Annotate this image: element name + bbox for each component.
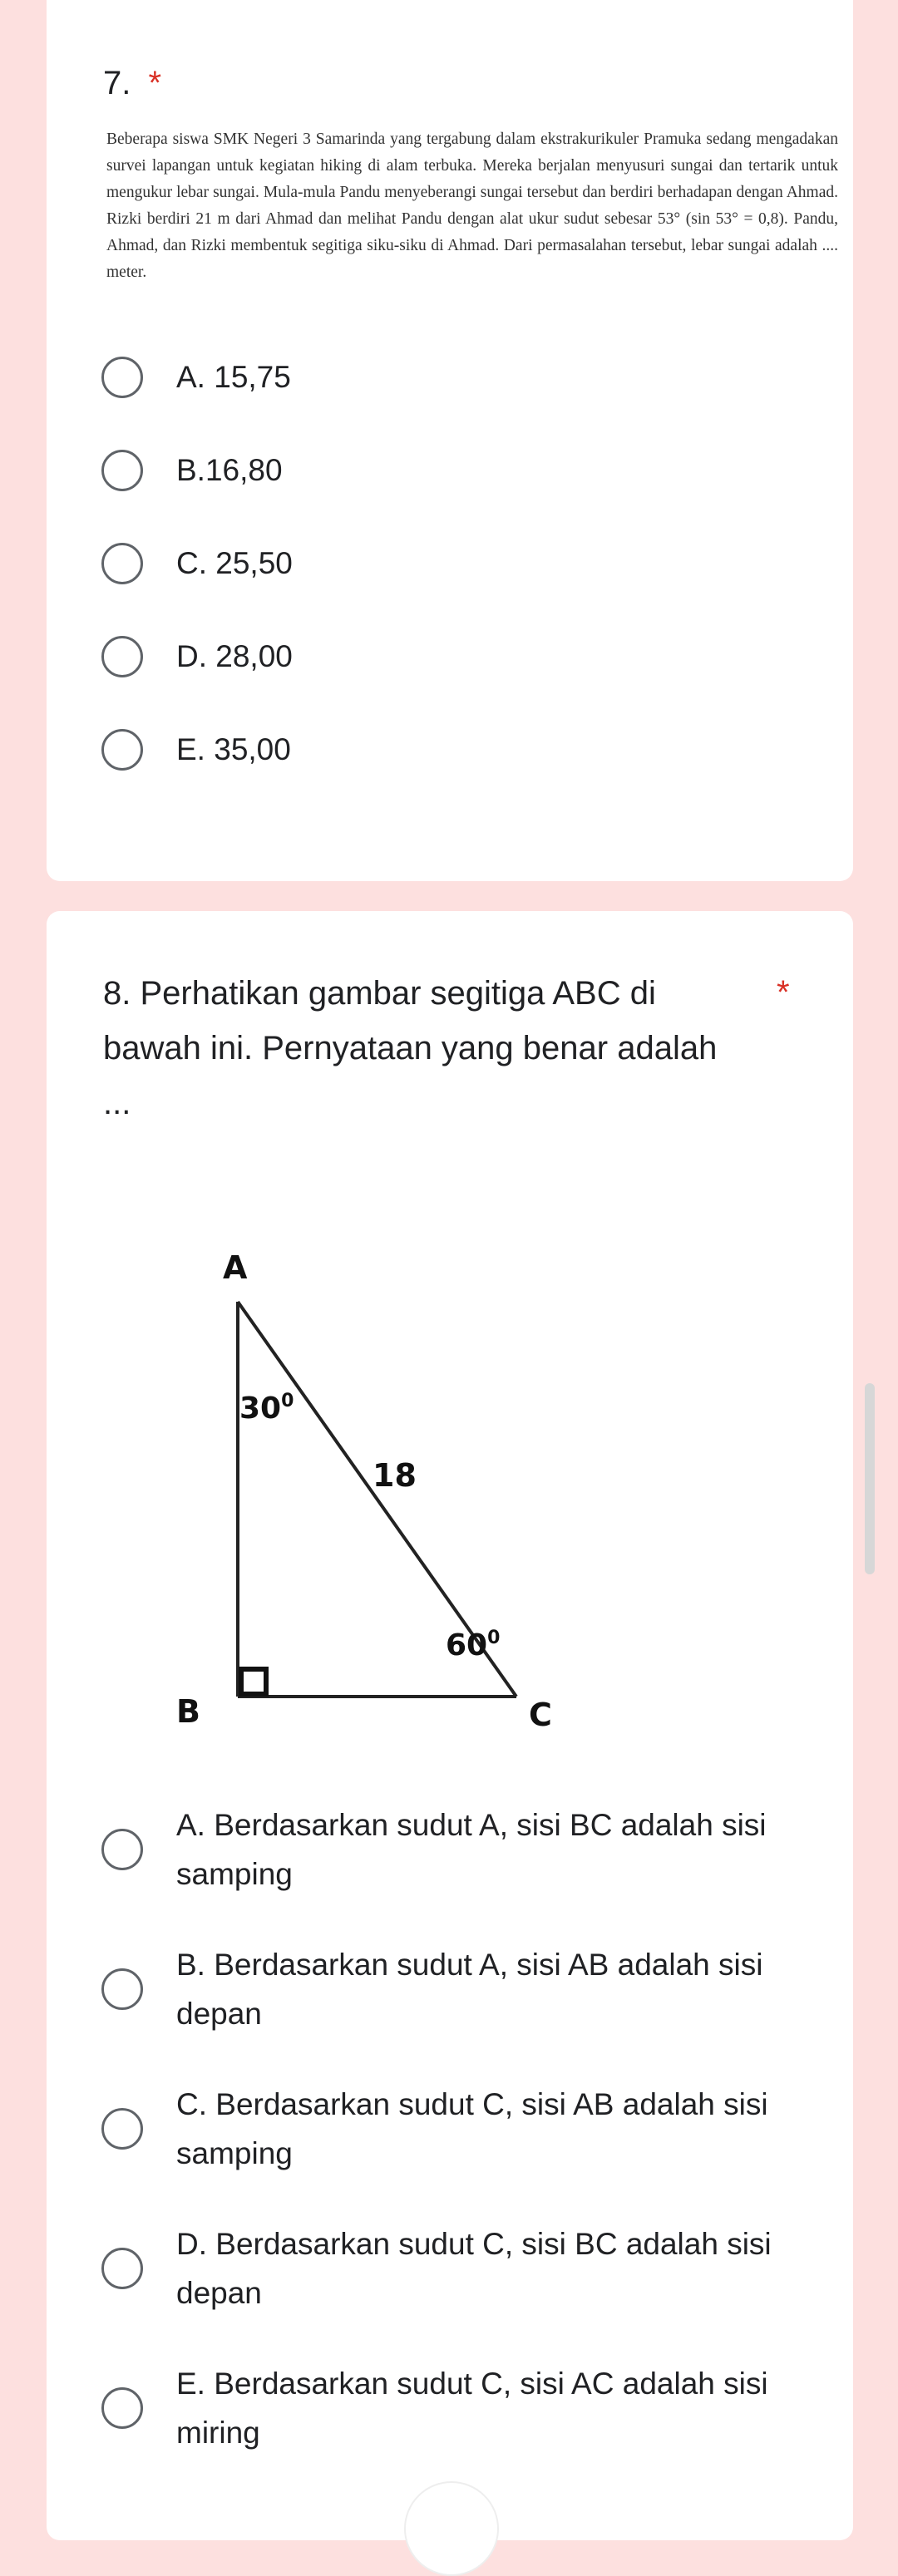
- question-7-title: [103, 57, 161, 110]
- option-8-d[interactable]: [101, 2219, 808, 2317]
- required-asterisk: *: [148, 65, 162, 101]
- radio-button[interactable]: [101, 636, 143, 677]
- angle-a-label: $30^0$: [239, 1391, 294, 1426]
- scrollbar-thumb[interactable]: [865, 1383, 875, 1574]
- option-8-b[interactable]: [101, 1940, 808, 2038]
- vertex-a-label: A: [223, 1249, 248, 1286]
- option-label: B. Berdasarkan sudut A, sisi AB adalah sisi depan: [176, 1948, 763, 2031]
- option-8-c[interactable]: [101, 2080, 808, 2178]
- radio-button[interactable]: [101, 1829, 143, 1870]
- option-7-b[interactable]: [101, 447, 283, 494]
- radio-button[interactable]: [101, 357, 143, 398]
- angle-c-label: $60^0$: [446, 1628, 501, 1662]
- hypotenuse-length-label: 18: [373, 1457, 417, 1494]
- question-8-card: [47, 911, 853, 2540]
- question-7-passage: Beberapa siswa SMK Negeri 3 Samarinda yang tergabung dalam ekstrakurikuler Pramuka sedang mengadakan survei lapangan untuk kegiatan hiking di alam terbuka. Mereka berjalan menyusuri sungai dan tertarik untuk mengukur lebar sungai. Mula-mula Pandu menyeberangi sungai tersebut dan berdiri berhadapan dengan Ahmad. Rizki berdiri 21 m dari Ahmad dan melihat Pandu dengan alat ukur sudut sebesar 53° (sin 53° = 0,8). Pandu, Ahmad, dan Rizki membentuk segitiga siku-siku di Ahmad. Dari permasalahan tersebut, lebar sungai adalah .... meter.: [106, 131, 838, 281]
- option-7-c[interactable]: [101, 540, 293, 587]
- question-7-card: [47, 0, 853, 881]
- option-7-d[interactable]: [101, 633, 293, 680]
- question-number: 7.: [103, 65, 131, 101]
- option-label: D. Berdasarkan sudut C, sisi BC adalah sisi depan: [176, 2227, 772, 2310]
- radio-button[interactable]: [101, 729, 143, 771]
- option-8-a[interactable]: [101, 1800, 808, 1899]
- vertex-c-label: C: [529, 1697, 552, 1733]
- radio-button[interactable]: [101, 2387, 143, 2429]
- option-label: E. Berdasarkan sudut C, sisi AC adalah sisi miring: [176, 2367, 768, 2450]
- option-label: A. 15,75: [176, 360, 291, 394]
- required-asterisk: *: [777, 974, 790, 1011]
- right-angle-marker: [241, 1669, 266, 1694]
- floating-action-button[interactable]: [404, 2481, 499, 2576]
- vertex-b-label: B: [176, 1693, 200, 1730]
- radio-button[interactable]: [101, 2108, 143, 2150]
- option-8-e[interactable]: [101, 2359, 808, 2457]
- option-label: C. Berdasarkan sudut C, sisi AB adalah sisi samping: [176, 2087, 768, 2170]
- option-label: D. 28,00: [176, 639, 293, 673]
- radio-button[interactable]: [101, 1968, 143, 2010]
- option-label: E. 35,00: [176, 732, 291, 766]
- radio-button[interactable]: [101, 2248, 143, 2289]
- option-label: C. 25,50: [176, 546, 293, 580]
- option-label: B.16,80: [176, 453, 283, 487]
- option-7-a[interactable]: [101, 354, 291, 401]
- option-7-e[interactable]: [101, 727, 291, 773]
- triangle-figure: [171, 1244, 637, 1825]
- radio-button[interactable]: [101, 450, 143, 491]
- question-8-title: 8. Perhatikan gambar segitiga ABC di bawah ini. Pernyataan yang benar adalah ...: [103, 975, 718, 1121]
- radio-button[interactable]: [101, 543, 143, 584]
- option-label: A. Berdasarkan sudut A, sisi BC adalah sisi samping: [176, 1808, 767, 1891]
